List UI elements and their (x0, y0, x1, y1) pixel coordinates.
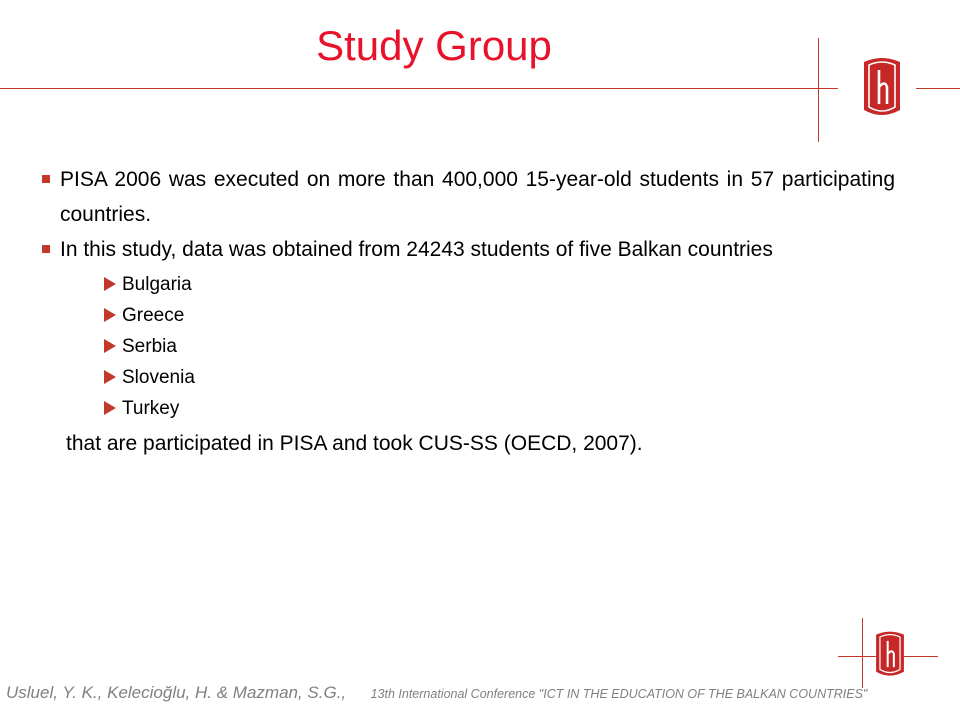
university-h-logo-icon (873, 630, 907, 678)
country-item (42, 393, 895, 424)
square-bullet-icon (42, 175, 50, 183)
arrow-bullet-icon (104, 277, 116, 291)
arrow-bullet-icon (104, 370, 116, 384)
closing-sentence: that are participated in PISA and took CUS-SS (OECD, 2007). (66, 432, 643, 455)
arrow-bullet-icon (104, 308, 116, 322)
country-item (42, 362, 895, 393)
logo-divider-line (818, 38, 819, 142)
country-list (42, 269, 895, 424)
bullet-text: PISA 2006 was executed on more than 400,000 15-year-old students in 57 participating countries. (60, 168, 895, 226)
bullet-item (42, 232, 895, 267)
square-bullet-icon (42, 245, 50, 253)
country-name: Serbia (122, 336, 177, 357)
logo-rule-right (916, 88, 960, 89)
title-rule (0, 88, 838, 89)
country-name: Bulgaria (122, 274, 192, 295)
arrow-bullet-icon (104, 339, 116, 353)
country-name: Slovenia (122, 367, 195, 388)
bottom-logo-line (862, 618, 863, 688)
arrow-bullet-icon (104, 401, 116, 415)
slide-body (42, 162, 895, 461)
slide-footer (6, 683, 956, 703)
university-h-logo-icon (860, 56, 904, 118)
country-item (42, 331, 895, 362)
slide-title: Study Group (316, 22, 552, 69)
country-item (42, 300, 895, 331)
bullet-item (42, 162, 895, 232)
footer-authors: Usluel, Y. K., Kelecioğlu, H. & Mazman, S.G., (6, 683, 347, 702)
country-name: Turkey (122, 398, 180, 419)
footer-conference: 13th International Conference "ICT IN THE EDUCATION OF THE BALKAN COUNTRIES" (370, 687, 868, 701)
university-logo-bottom (873, 630, 907, 678)
country-item (42, 269, 895, 300)
university-logo-top (860, 56, 904, 118)
country-name: Greece (122, 305, 185, 326)
bullet-text: In this study, data was obtained from 24243 students of five Balkan countries (60, 238, 773, 261)
